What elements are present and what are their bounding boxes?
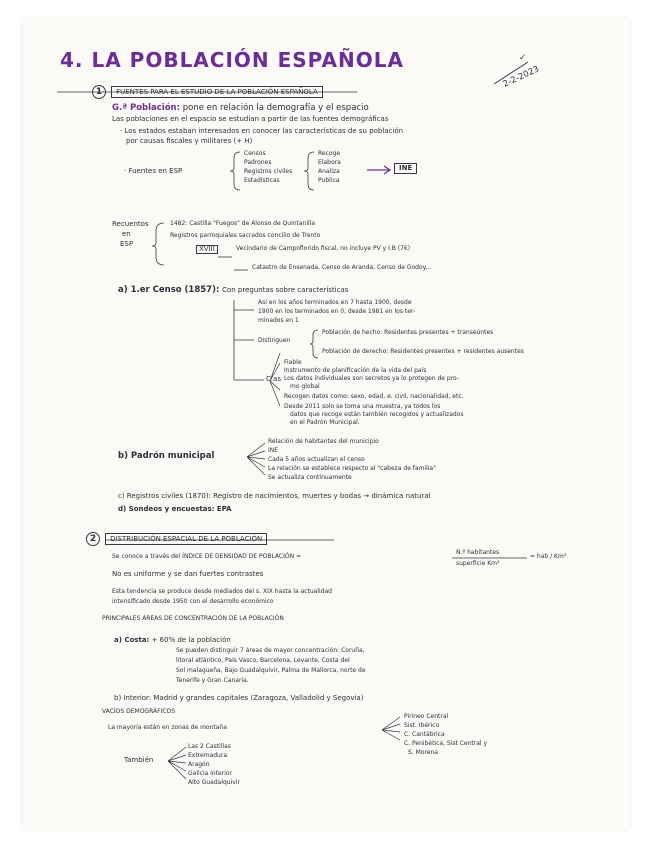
check-mark: ✓ bbox=[519, 53, 527, 63]
costa-line: Tenerife y Gran Canaria. bbox=[176, 677, 249, 684]
registros-line: c) Registros civiles (1870): Registro de nacimientos, muertes y bodas → dinámica natural bbox=[118, 492, 431, 500]
fuentes-item: Censos bbox=[244, 150, 266, 157]
intensificado-line: intensificado desde 1950 con el desarrollo económico bbox=[112, 598, 274, 605]
padron-label: b) Padrón municipal bbox=[118, 451, 215, 461]
fuentes-item: Registros civiles bbox=[244, 168, 293, 175]
recuentos-label: Recuentos bbox=[112, 220, 149, 228]
montana-item: Pirineo Central bbox=[404, 713, 449, 720]
caracteristica-item: Desde 2011 solo se toma una muestra, ya todos los bbox=[284, 403, 441, 410]
recuentos-label: ESP bbox=[120, 240, 134, 248]
montana-item: Sist. Ibérico bbox=[404, 722, 440, 729]
costa-line: Sol malagueña, Bajo Guadalquivir, Palma de Mallorca, norte de bbox=[176, 667, 366, 674]
mayoria-line: La mayoría están en zonas de montaña bbox=[108, 724, 227, 731]
censo-label: a) 1.er Censo (1857): bbox=[118, 285, 220, 295]
montana-item: C. Penibética, Sist Central y bbox=[404, 740, 488, 747]
densidad-unit: = hab / Km² bbox=[530, 553, 567, 560]
geo-label: G.ª Población: bbox=[112, 103, 181, 113]
fuentes-action: Elabora bbox=[318, 159, 341, 166]
section-2-heading-row bbox=[86, 528, 267, 546]
padron-item: Relación de habitantes del municipio bbox=[268, 438, 379, 445]
recuentos-label: en bbox=[122, 230, 131, 238]
fraction-numerator: N.º habitantes bbox=[456, 549, 500, 556]
caracteristica-item: en el Padrón Municipal. bbox=[290, 419, 360, 426]
line-estados: · Los estados estaban interesados en conocer las características de su población bbox=[120, 127, 404, 135]
date: 2-2-2023 bbox=[501, 64, 541, 90]
sondeos-line: d) Sondeos y encuestas: EPA bbox=[118, 505, 232, 513]
montana-item: C. Cantábrica bbox=[404, 731, 445, 738]
geo-definition bbox=[112, 104, 369, 113]
censo-text: Con preguntas sobre características bbox=[222, 286, 349, 294]
century-box: XVIII bbox=[196, 245, 218, 254]
padron-item: La relación se establece respecto al "cabeza de familia" bbox=[268, 465, 436, 472]
costa-label: a) Costa: bbox=[114, 636, 150, 644]
censo-heading bbox=[118, 286, 348, 295]
censo-detail: Así en los años terminados en 7 hasta 1900, desde bbox=[258, 299, 412, 306]
densidad-line: Se conoce a través del ÍNDICE DE DENSIDAD DE POBLACIÓN = bbox=[112, 553, 302, 560]
ine-box: INE bbox=[394, 163, 417, 174]
distinguen-label: Distinguen bbox=[258, 337, 291, 344]
padron-item: Cada 5 años actualizan el censo bbox=[268, 456, 365, 463]
areas-heading: PRINCIPALES ÁREAS DE CONCENTRACIÓN DE LA POBLACIÓN bbox=[102, 615, 284, 622]
vacios-heading: VACÍOS DEMOGRÁFICOS bbox=[102, 708, 176, 715]
interior-line: b) Interior: Madrid y grandes capitales (Zaragoza, Valladolid y Segovia) bbox=[114, 694, 364, 702]
caracteristica-item: Los datos individuales son secretos ya lo protegen de pro- bbox=[284, 375, 459, 382]
tambien-item: Las 2 Castillas bbox=[188, 743, 231, 750]
costa-percent: + 60% de la población bbox=[151, 636, 231, 644]
section-1-heading-row bbox=[92, 81, 323, 99]
caracteristica-item: Instrumento de planificación de la vida del país bbox=[284, 367, 427, 374]
fuentes-item: Estadísticas bbox=[244, 177, 280, 184]
poblacion-hecho: Población de hecho: Residentes presentes + transeúntes bbox=[322, 329, 494, 336]
caracteristica-item: Recogen datos como: sexo, edad, e. civil, nacionalidad, etc. bbox=[284, 393, 464, 400]
fuentes-action: Recoge bbox=[318, 150, 341, 157]
fuentes-action: Analiza bbox=[318, 168, 340, 175]
geo-text: pone en relación la demografía y el espacio bbox=[182, 103, 369, 113]
tambien-item: Galicia interior bbox=[188, 770, 232, 777]
costa-line: Se pueden distinguir 7 áreas de mayor concentración: Coruña, bbox=[176, 647, 365, 654]
page-title: 4. LA POBLACIÓN ESPAÑOLA bbox=[60, 48, 404, 72]
tambien-label: También bbox=[124, 756, 154, 764]
recuentos-item: Registros parroquiales sacrados concilio de Trento bbox=[170, 232, 321, 239]
censo-detail: 1900 en los terminados en 0, desde 1981 en los ter- bbox=[258, 308, 416, 315]
padron-item: Se actualiza continuamente bbox=[268, 474, 352, 481]
costa-row bbox=[114, 637, 231, 644]
line-causas: por causas fiscales y militares (+ H) bbox=[126, 137, 253, 145]
tambien-item: Alto Guadalquivir bbox=[188, 779, 240, 786]
section-2-heading: DISTRIBUCIÓN ESPACIAL DE LA POBLACIÓN bbox=[105, 533, 267, 545]
padron-item: INE bbox=[268, 447, 279, 454]
line-fuentes-demograficas: Las poblaciones en el espacio se estudian a partir de las fuentes demográficas bbox=[112, 115, 389, 123]
uniforme-line: No es uniforme y se dan fuertes contrastes bbox=[112, 570, 264, 578]
poblacion-derecho: Población de derecho: Residentes presentes + residentes ausentes bbox=[322, 348, 524, 355]
tendencia-line: Esta tendencia se produce desde mediados del s. XIX hasta la actualidad bbox=[112, 588, 332, 595]
section-1-number: 1 bbox=[92, 85, 106, 99]
caracteristica-item: datos que recoge están también recogidos y actualizados bbox=[290, 411, 464, 418]
fraction-denominator: superficie Km² bbox=[456, 560, 500, 567]
caracteristicas-label: C.as bbox=[266, 375, 282, 383]
caracteristica-item: mo global bbox=[290, 383, 320, 390]
tambien-item: Aragón bbox=[188, 761, 210, 768]
costa-line: litoral atlántico, País Vasco, Barcelona, Levante, Costa del bbox=[176, 657, 350, 664]
tambien-item: Extremadura bbox=[188, 752, 227, 759]
recuentos-item: Catastro de Ensenada, Censo de Aranda, Censo de Godoy... bbox=[252, 264, 432, 271]
montana-item: S. Morena bbox=[408, 749, 438, 756]
recuentos-item: Vecindario de Campoflorido fiscal, no incluye PV y I.B (7€) bbox=[236, 245, 411, 252]
section-2-number: 2 bbox=[86, 532, 100, 546]
section-1-heading: FUENTES PARA EL ESTUDIO DE LA POBLACIÓN ESPAÑOLA bbox=[111, 86, 323, 98]
notebook-page bbox=[22, 18, 630, 830]
fuentes-action: Publica bbox=[318, 177, 340, 184]
fuentes-item: Padrones bbox=[244, 159, 272, 166]
censo-detail: minados en 1 bbox=[258, 317, 299, 324]
fuentes-label: · Fuentes en ESP bbox=[124, 167, 183, 175]
caracteristica-item: Fiable bbox=[284, 359, 302, 366]
recuentos-item: 1482: Castilla "Fuegos" de Alonso de Quintanilla bbox=[170, 220, 316, 227]
